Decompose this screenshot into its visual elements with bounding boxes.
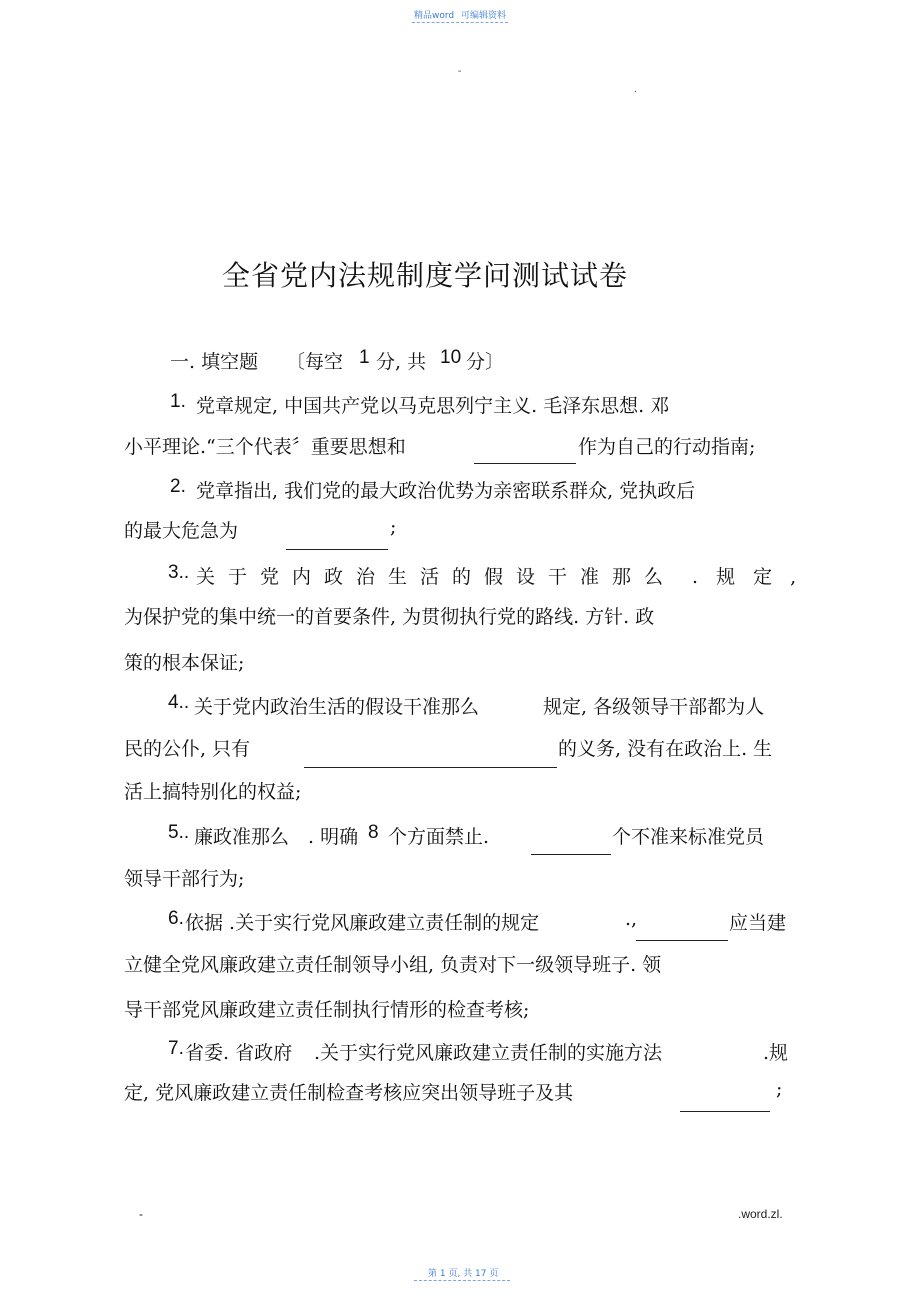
q2-line2-before-blank: 的最大危急为 [124, 520, 239, 542]
section-scoring-open: 〔每空 [286, 351, 344, 373]
q5-answer-blank [531, 854, 611, 855]
top-dot-mark: . [634, 84, 637, 95]
q7-line2-after-blank: ; [776, 1078, 783, 1100]
header-right-label: 可编辑资料 [461, 11, 507, 21]
q5-line1-d: 个方面禁止. [388, 826, 490, 848]
q7-number: 7. [168, 1038, 184, 1059]
page-number-label: 第 1 页, 共 17 页 [428, 1269, 499, 1279]
q4-line1-a: 关于党内政治生活的假设干准那么 [194, 696, 480, 718]
q5-line2: 领导干部行为; [124, 868, 245, 890]
q5-number: 5.. [168, 822, 190, 843]
section-score-each: 1 [359, 347, 370, 368]
section-score-unit: 分, 共 [376, 351, 427, 373]
q7-answer-blank [680, 1111, 770, 1112]
q6-answer-blank [636, 940, 728, 941]
q2-number: 2. [170, 476, 186, 497]
q1-number: 1. [170, 391, 186, 412]
top-dash-mark: - [458, 66, 462, 77]
q6-line1-a: 依据 .关于实行党风廉政建立责任制的规定 [185, 912, 540, 934]
q1-answer-blank [474, 463, 576, 464]
q6-line3: 导干部党风廉政建立责任制执行情形的检查考核; [124, 999, 530, 1021]
q5-line1-count: 8 [368, 822, 379, 843]
section-score-total: 10 [440, 347, 462, 368]
q6-number: 6. [168, 908, 184, 929]
q3-line3: 策的根本保证; [124, 652, 245, 674]
q4-answer-blank [304, 767, 557, 768]
q5-line1-a: 廉政准那么 [194, 826, 290, 848]
footer-right-mark: .word.zl. [738, 1207, 783, 1221]
q6-line2: 立健全党风廉政建立责任制领导小组, 负责对下一级领导班子. 领 [124, 954, 662, 976]
header-divider [412, 22, 508, 23]
q7-line1-b: .关于实行党风廉政建立责任制的实施方法 [314, 1042, 663, 1064]
q6-line1-c: 应当建 [729, 912, 787, 934]
q6-line1-b: ., [625, 908, 638, 930]
section-heading: 一. 填空题 [170, 351, 259, 373]
q2-answer-blank [286, 549, 388, 550]
document-title: 全省党内法规制度学问测试试卷 [222, 259, 629, 292]
header-left-label: 精品word [414, 11, 455, 21]
q5-line1-b: . 明确 [308, 826, 359, 848]
q4-line1-b: 规定, 各级领导干部都为人 [543, 696, 765, 718]
q7-line1-c: .规 [763, 1042, 789, 1064]
q3-number: 3.. [168, 562, 190, 583]
q4-number: 4.. [168, 692, 190, 713]
q7-line1-a: 省委. 省政府 [185, 1042, 293, 1064]
q1-line1: 党章规定, 中国共产党以马克思列宁主义. 毛泽东思想. 邓 [196, 395, 670, 417]
q4-line2-before-blank: 民的公仆, 只有 [124, 738, 251, 760]
q1-line2-before-blank: 小平理论.“三个代表〞重要思想和 [124, 436, 406, 458]
q5-line1-e: 个不准来标准党员 [612, 826, 765, 848]
q1-line2-after-blank: 作为自己的行动指南; [578, 436, 756, 458]
q3-line2: 为保护党的集中统一的首要条件, 为贯彻执行党的路线. 方针. 政 [124, 606, 655, 628]
q4-line3: 活上搞特别化的权益; [124, 781, 302, 803]
footer-left-mark: - [139, 1207, 143, 1221]
q3-line1: 关于党内政治生活的假设干准那么 [196, 566, 677, 588]
q7-line2-before-blank: 定, 党风廉政建立责任制检查考核应突出领导班子及其 [124, 1082, 574, 1104]
footer-divider [414, 1280, 510, 1281]
q2-line1: 党章指出, 我们党的最大政治优势为亲密联系群众, 党执政后 [196, 480, 696, 502]
q4-line2-after-blank: 的义务, 没有在政治上. 生 [558, 738, 773, 760]
q2-line2-after-blank: ; [390, 516, 397, 538]
section-score-end: 分〕 [466, 351, 505, 373]
q3-line1-end: . 规 定 , [692, 566, 803, 588]
